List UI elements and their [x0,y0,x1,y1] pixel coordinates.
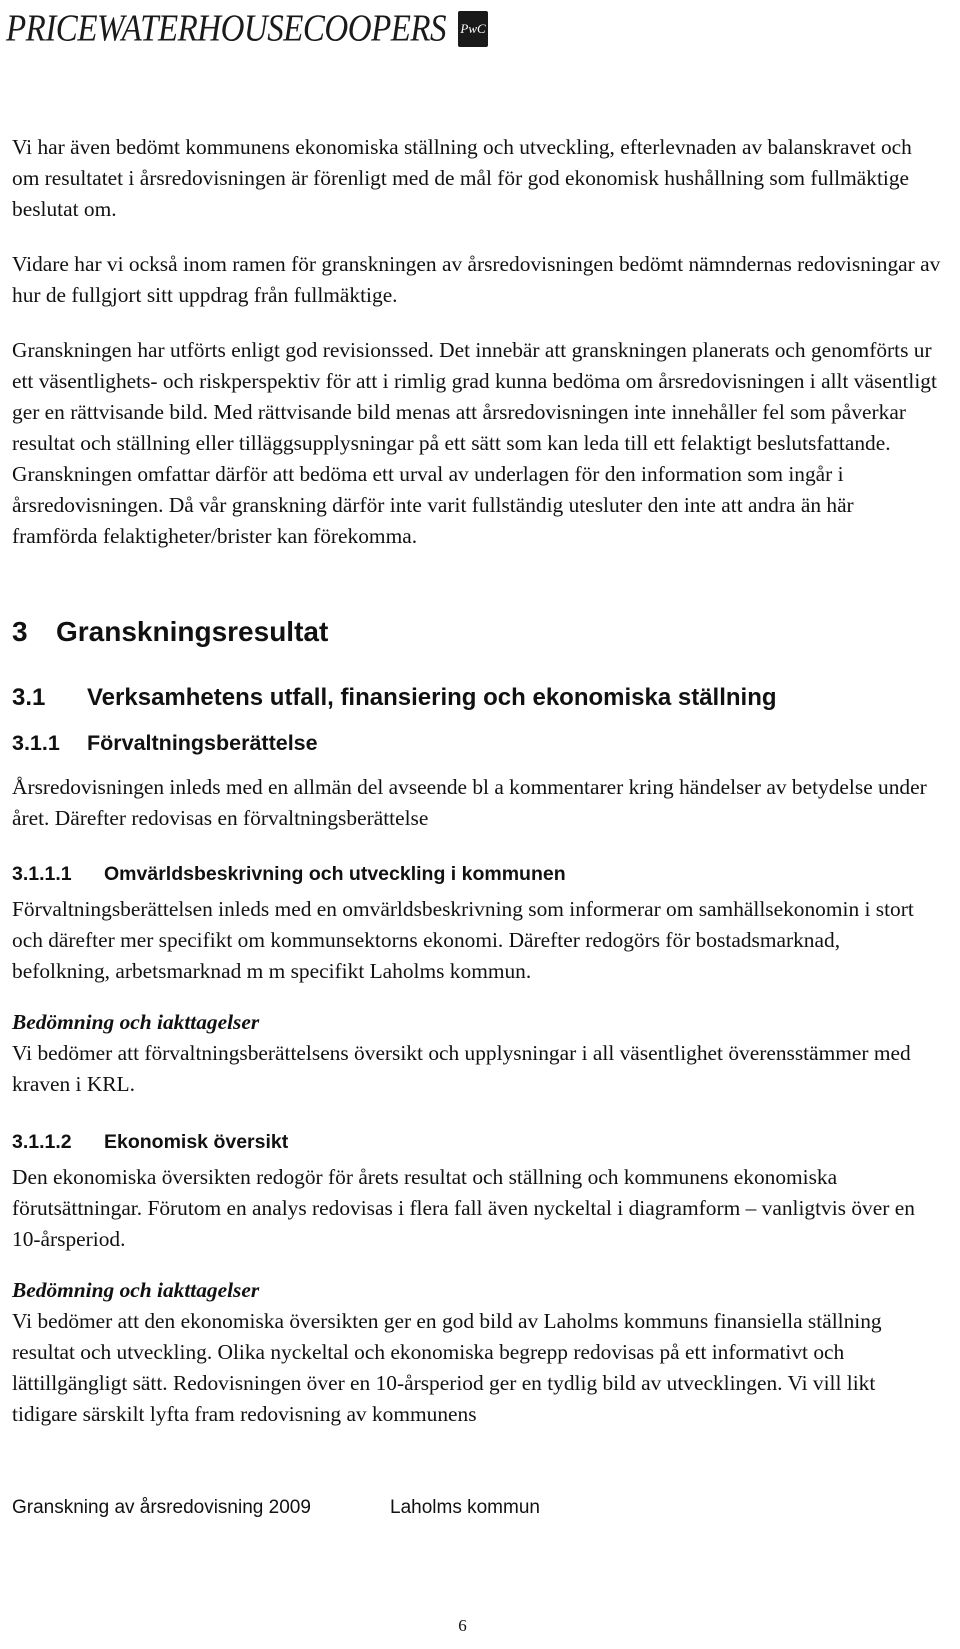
footer-municipality: Laholms kommun [390,1497,540,1518]
paragraph-forvaltningsberattelse: Årsredovisningen inleds med en allmän del avseende bl a kommentarer kring händelser av betydelse under året. Därefter redovisas en förvaltningsberättelse [12,775,927,830]
subsubsection-heading: 3.1.1 Förvaltningsberättelse [12,731,318,755]
paragraph-nämnder: Vidare har vi också inom ramen för granskningen av årsredovisningen bedömt nämndernas redovisningar av hur de fullgjort sitt uppdrag från fullmäktige. [12,252,941,307]
section-heading: 3 Granskningsresultat [12,616,329,647]
paragraph-assessment-2: Vi bedömer att den ekonomiska översikten ger en god bild av Laholms kommuns finansiella ställning resultat och utveckling. Olika nyckeltal och ekonomiska begrepp redovisas på ett informativt och lättillgängligt sätt. Redovisningen över en 10-årsperiod ger en tydlig bild av utvecklingen. Vi vill likt tidigare särskilt lyfta fram redovisning av kommunens [12,1309,882,1426]
heading-omvarldsbeskrivning: 3.1.1.1 Omvärldsbeskrivning och utveckling i kommunen [12,863,566,885]
paragraph-assessment-1: Vi bedömer att förvaltningsberättelsens översikt och upplysningar i all väsentlighet överensstämmer med kraven i KRL. [12,1041,911,1096]
company-logo [6,8,488,50]
footer-document-title: Granskning av årsredovisning 2009 [12,1497,311,1518]
page-number: 6 [458,1616,467,1635]
paragraph-intro: Vi har även bedömt kommunens ekonomiska ställning och utveckling, efterlevnaden av balanskravet och om resultatet i årsredovisningen är förenligt med de mål för god ekonomisk hushållning som fullmäktige beslutat om. [12,135,912,221]
assessment-heading-2: Bedömning och iakttagelser [12,1278,260,1302]
heading-ekonomisk-oversikt: 3.1.1.2 Ekonomisk översikt [12,1131,289,1153]
logo-wordmark: PRICEWATERHOUSECOOPERS [6,7,447,50]
paragraph-ekonomisk-oversikt: Den ekonomiska översikten redogör för årets resultat och ställning och kommunens ekonomiska förutsättningar. Förutom en analys redovisas i flera fall även nyckeltal i diagramform – vanligtvis över en 10-årsperiod. [12,1165,915,1251]
assessment-heading-1: Bedömning och iakttagelser [12,1010,260,1034]
document-body [12,132,942,1430]
paragraph-omvarld: Förvaltningsberättelsen inleds med en omvärldsbeskrivning som informerar om samhällsekonomin i stort och därefter mer specifikt om kommunsektorns ekonomi. Därefter redogörs för bostadsmarknad, befolkning, arbetsmarknad m m specifikt Laholms kommun. [12,897,914,983]
logo-badge: PwC [458,11,488,47]
subsection-heading: 3.1 Verksamhetens utfall, finansiering och ekonomiska ställning [12,684,777,711]
page-footer [12,1497,540,1519]
paragraph-revisionssed: Granskningen har utförts enligt god revisionssed. Det innebär att granskningen planerats och genomförts ur ett väsentlighets- och riskperspektiv för att i rimlig grad kunna bedöma om årsredovisningen i allt väsentligt ger en rättvisande bild. Med rättvisande bild menas att årsredovisningen inte innehåller fel som påverkar resultat och ställning eller tilläggsupplysningar på ett sätt som kan leda till ett felaktigt beslutsfattande. Granskningen omfattar därför att bedöma ett urval av underlagen för den information som ingår i årsredovisningen. Då vår granskning därför inte varit fullständig utesluter den inte att andra än här framförda felaktigheter/brister kan förekomma. [12,338,937,548]
